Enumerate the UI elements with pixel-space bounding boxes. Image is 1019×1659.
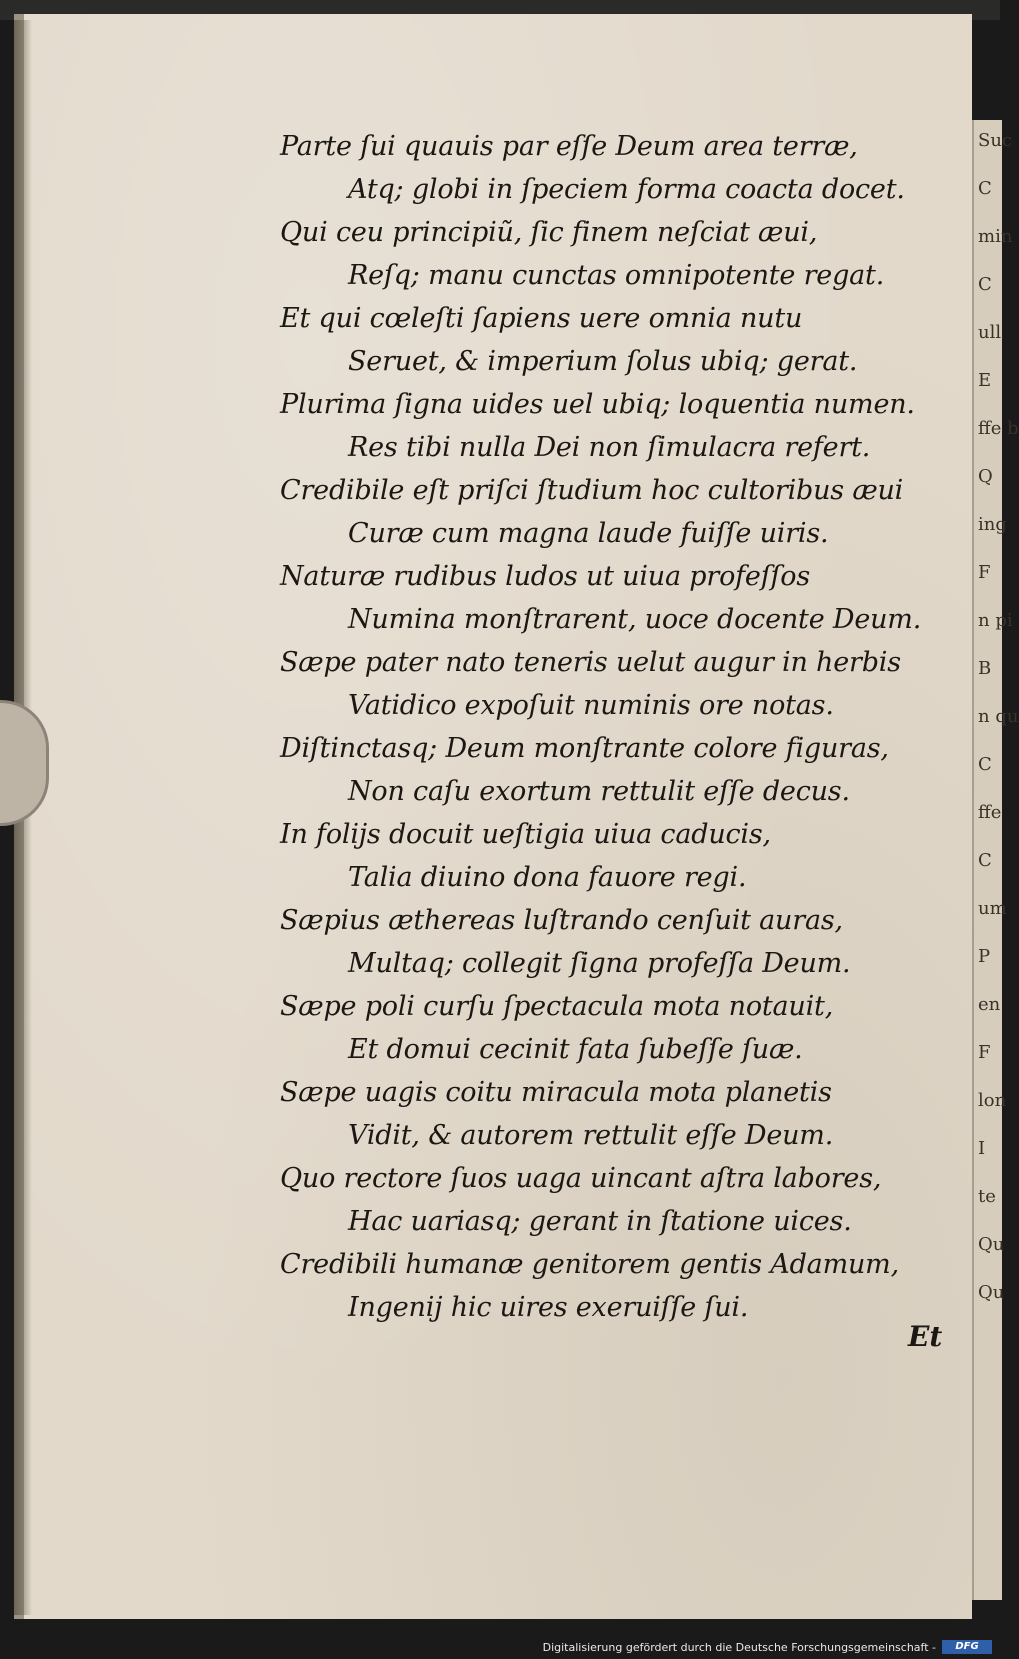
adjacent-page-fragment: C xyxy=(978,754,992,775)
adjacent-page-fragment: min xyxy=(978,226,1013,247)
verse-line: Sæpe uagis coitu miracula mota planetis xyxy=(280,1077,832,1108)
adjacent-page-fragment: P xyxy=(978,946,991,967)
adjacent-page-fragment: F xyxy=(978,562,991,583)
digitization-credit: Digitalisierung gefördert durch die Deutsche Forschungsgemeinschaft - xyxy=(542,1641,936,1654)
verse-line: Parte ſui quauis par eſſe Deum area terræ, xyxy=(280,131,858,162)
adjacent-page-fragment: C xyxy=(978,850,992,871)
adjacent-page-fragment: C xyxy=(978,274,992,295)
adjacent-page-fragment: te xyxy=(978,1186,996,1207)
adjacent-page-fragment: C xyxy=(978,178,992,199)
adjacent-page-fragment: ffe xyxy=(978,802,1002,823)
verse-text-block xyxy=(280,125,950,1329)
verse-line: Multaq; collegit ſigna profeſſa Deum. xyxy=(348,948,851,979)
verse-line: Seruet, & imperium ſolus ubiq; gerat. xyxy=(348,346,858,377)
verse-line: Sæpe pater nato teneris uelut augur in herbis xyxy=(280,647,901,678)
verse-line: Naturæ rudibus ludos ut uiua profeſſos xyxy=(280,561,810,592)
adjacent-page-fragment: um xyxy=(978,898,1007,919)
verse-line: Ingenij hic uires exeruiſſe ſui. xyxy=(348,1292,749,1323)
verse-line: Non caſu exortum rettulit eſſe decus. xyxy=(348,776,850,807)
adjacent-page-fragment: en xyxy=(978,994,1001,1015)
verse-line: Et qui cœleſti ſapiens uere omnia nutu xyxy=(280,303,803,334)
verse-line: Hac uariasq; gerant in ſtatione uices. xyxy=(348,1206,852,1237)
verse-line: Quo rectore ſuos uaga uincant aſtra labores, xyxy=(280,1163,882,1194)
verse-line: Vidit, & autorem rettulit eſſe Deum. xyxy=(348,1120,834,1151)
verse-line: Talia diuino dona fauore regi. xyxy=(348,862,747,893)
adjacent-page-fragment: I xyxy=(978,1138,986,1159)
verse-line: Diſtinctasq; Deum monſtrante colore figuras, xyxy=(280,733,889,764)
adjacent-page-edge xyxy=(972,120,1019,1600)
verse-line: Credibili humanæ genitorem gentis Adamum, xyxy=(280,1249,899,1280)
verse-line: Numina monſtrarent, uoce docente Deum. xyxy=(348,604,922,635)
verse-line: Sæpe poli curſu ſpectacula mota notauit, xyxy=(280,991,834,1022)
verse-line: Et domui cecinit fata ſubeſſe ſuæ. xyxy=(348,1034,803,1065)
catchword: Et xyxy=(908,1320,943,1353)
verse-line: Reſq; manu cunctas omnipotente regat. xyxy=(348,260,885,291)
adjacent-page-fragment: F xyxy=(978,1042,991,1063)
verse-line: Qui ceu principiũ, ſic finem neſciat æui, xyxy=(280,217,818,248)
adjacent-page-fragment: Qu xyxy=(978,1282,1005,1303)
verse-line: Curæ cum magna laude fuiſſe uiris. xyxy=(348,518,829,549)
verse-line: Res tibi nulla Dei non ſimulacra refert. xyxy=(348,432,871,463)
verse-line: In folijs docuit ueſtigia uiua caducis, xyxy=(280,819,771,850)
dfg-logo: DFG xyxy=(942,1640,992,1654)
adjacent-page-fragment: B xyxy=(978,658,992,679)
adjacent-page-fragment: n pi xyxy=(978,610,1013,631)
adjacent-page-fragment: Q xyxy=(978,466,993,487)
adjacent-page-fragment: ull xyxy=(978,322,1002,343)
verse-line: Sæpius æthereas luſtrando cenſuit auras, xyxy=(280,905,843,936)
adjacent-page-fragment: Suc xyxy=(978,130,1013,151)
adjacent-page-fragment: E xyxy=(978,370,992,391)
verse-line: Plurima ſigna uides uel ubiq; loquentia numen. xyxy=(280,389,915,420)
adjacent-page-fragment: ing xyxy=(978,514,1007,535)
verse-line: Atq; globi in ſpeciem forma coacta docet. xyxy=(348,174,905,205)
adjacent-page-fragment: ffe b xyxy=(978,418,1019,439)
verse-line: Credibile eſt priſci ſtudium hoc cultoribus æui xyxy=(280,475,904,506)
verse-line: Vatidico expoſuit numinis ore notas. xyxy=(348,690,834,721)
adjacent-page-fragment: lon xyxy=(978,1090,1007,1111)
adjacent-page-fragment: Qu xyxy=(978,1234,1005,1255)
adjacent-page-fragment: n qu xyxy=(978,706,1019,727)
